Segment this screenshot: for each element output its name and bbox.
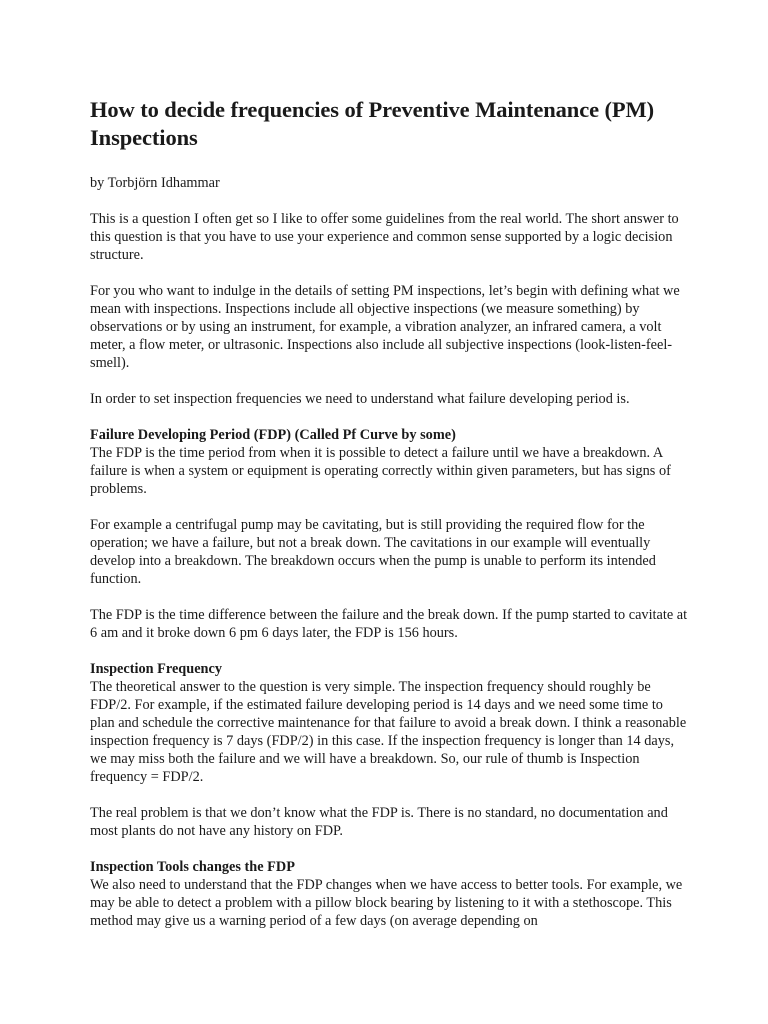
section-inspection-frequency [90,660,690,840]
section-heading: Inspection Frequency [90,661,222,677]
section-paragraph: The FDP is the time period from when it is possible to detect a failure until we have a breakdown. A failure is when a system or equipment is operating correctly within given parameters, but has signs of problems. [90,445,671,497]
intro-paragraph: In order to set inspection frequencies we need to understand what failure developing period is. [90,391,630,407]
section-failure-developing-period [90,426,690,642]
section-paragraph: The FDP is the time difference between the failure and the break down. If the pump started to cavitate at 6 am and it broke down 6 pm 6 days later, the FDP is 156 hours. [90,607,688,641]
section-paragraph: We also need to understand that the FDP changes when we have access to better tools. For example, we may be able to detect a problem with a pillow block bearing by listening to it with a stethoscope. This method may give us a warning period of a few days (on average depending on [90,877,683,929]
intro-section [90,210,690,408]
section-heading: Inspection Tools changes the FDP [90,859,295,875]
document-title: How to decide frequencies of Preventive Maintenance (PM) Inspections [90,97,655,150]
document-byline: by Torbjörn Idhammar [90,175,220,191]
section-heading: Failure Developing Period (FDP) (Called Pf Curve by some) [90,427,456,443]
section-paragraph: For example a centrifugal pump may be cavitating, but is still providing the required flow for the operation; we have a failure, but not a break down. The cavitations in our example will eventually develop into a breakdown. The breakdown occurs when the pump is unable to perform its intended function. [90,517,656,587]
section-paragraph: The real problem is that we don’t know what the FDP is. There is no standard, no documentation and most plants do not have any history on FDP. [90,805,668,839]
section-inspection-tools [90,858,690,930]
intro-paragraph: This is a question I often get so I like to offer some guidelines from the real world. The short answer to this question is that you have to use your experience and common sense supported by a logic decision structure. [90,211,679,263]
intro-paragraph: For you who want to indulge in the details of setting PM inspections, let’s begin with defining what we mean with inspections. Inspections include all objective inspections (we measure something) by observations or by using an instrument, for example, a vibration analyzer, an infrared camera, a volt meter, a flow meter, or ultrasonic. Inspections also include all subjective inspections (look-listen-feel-smell). [90,283,680,371]
document-page [90,96,690,948]
section-paragraph: The theoretical answer to the question is very simple. The inspection frequency should roughly be FDP/2. For example, if the estimated failure developing period is 14 days and we need some time to plan and schedule the corrective maintenance for that failure to avoid a break down. I think a reasonable inspection frequency is 7 days (FDP/2) in this case. If the inspection frequency is longer than 14 days, we may miss both the failure and we will have a breakdown. So, our rule of thumb is Inspection frequency = FDP/2. [90,679,687,785]
